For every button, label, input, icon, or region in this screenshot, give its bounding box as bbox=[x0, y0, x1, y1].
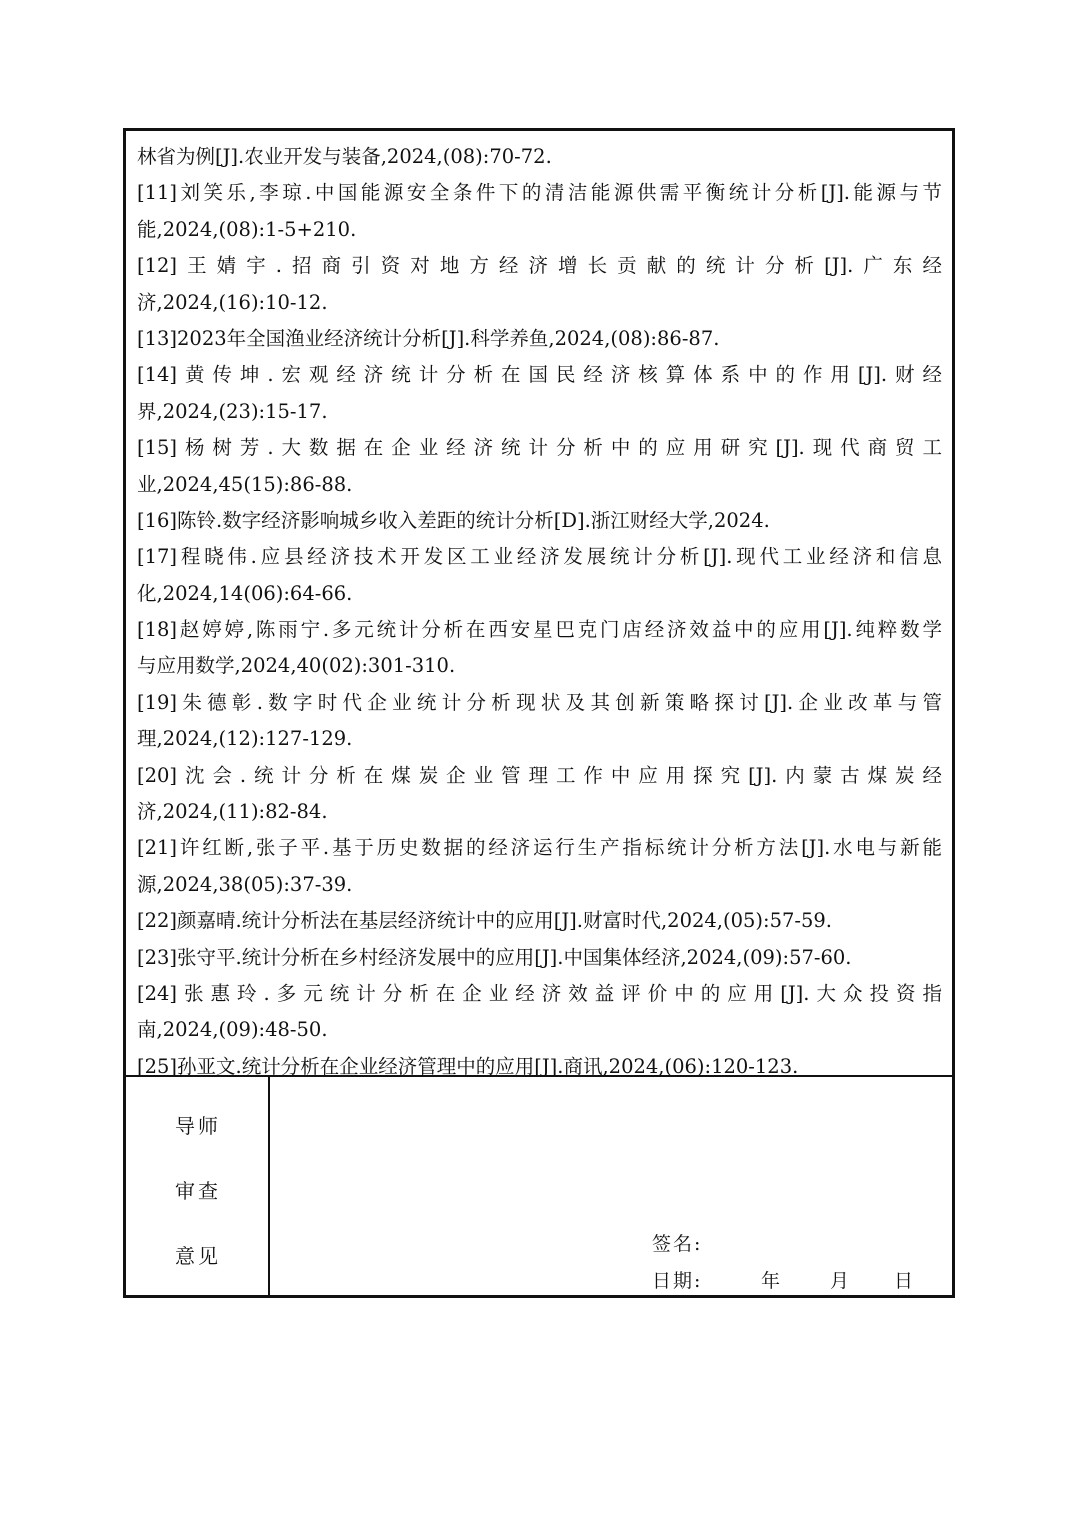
reference-line: [14]黄传坤.宏观经济统计分析在国民经济核算体系中的作用[J].财经 bbox=[137, 363, 942, 387]
reference-list bbox=[126, 131, 952, 1077]
reference-line: [11]刘笑乐,李琼.中国能源安全条件下的清洁能源供需平衡统计分析[J].能源与节 bbox=[137, 181, 942, 205]
reference-line: 源,2024,38(05):37-39. bbox=[137, 872, 353, 896]
reference-line: [20]沈会.统计分析在煤炭企业管理工作中应用探究[J].内蒙古煤炭经 bbox=[137, 763, 942, 787]
reference-line: 能,2024,(08):1-5+210. bbox=[137, 217, 357, 241]
reference-line: [18]赵婷婷,陈雨宁.多元统计分析在西安星巴克门店经济效益中的应用[J].纯粹数学 bbox=[137, 618, 942, 642]
reference-line: 界,2024,(23):15-17. bbox=[137, 399, 328, 423]
review-label-opinion: 意见 bbox=[175, 1244, 221, 1268]
date-month-label: 月 bbox=[830, 1270, 852, 1292]
reference-line: [24]张惠玲.多元统计分析在企业经济效益评价中的应用[J].大众投资指 bbox=[137, 981, 942, 1005]
date-label: 日期: bbox=[652, 1270, 703, 1292]
review-label-review: 审查 bbox=[175, 1179, 221, 1203]
reference-line: 济,2024,(16):10-12. bbox=[137, 290, 328, 314]
reference-line: [12]王婧宇.招商引资对地方经济增长贡献的统计分析[J].广东经 bbox=[137, 254, 942, 278]
review-form-table bbox=[123, 128, 955, 1298]
reference-line: [13]2023年全国渔业经济统计分析[J].科学养鱼,2024,(08):86-87. bbox=[137, 326, 720, 350]
reference-line: 南,2024,(09):48-50. bbox=[137, 1018, 328, 1042]
date-day-label: 日 bbox=[894, 1270, 916, 1292]
reference-line: 化,2024,14(06):64-66. bbox=[137, 581, 353, 605]
reference-line: 与应用数学,2024,40(02):301-310. bbox=[137, 654, 456, 678]
reference-line: [19]朱德彰.数字时代企业统计分析现状及其创新策略探讨[J].企业改革与管 bbox=[137, 690, 942, 714]
reference-line: [15]杨树芳.大数据在企业经济统计分析中的应用研究[J].现代商贸工 bbox=[137, 436, 942, 460]
reference-line: [21]许红断,张子平.基于历史数据的经济运行生产指标统计分析方法[J].水电与新能 bbox=[137, 836, 942, 860]
review-label-advisor: 导师 bbox=[175, 1114, 221, 1138]
signature-label: 签名: bbox=[652, 1233, 703, 1255]
reference-line: 济,2024,(11):82-84. bbox=[137, 800, 328, 824]
review-label-cell bbox=[126, 1077, 270, 1295]
date-year-label: 年 bbox=[761, 1270, 783, 1292]
reference-line: 理,2024,(12):127-129. bbox=[137, 727, 353, 751]
reference-line: [16]陈铃.数字经济影响城乡收入差距的统计分析[D].浙江财经大学,2024. bbox=[137, 508, 770, 532]
reference-line: 业,2024,45(15):86-88. bbox=[137, 472, 353, 496]
reference-line: [17]程晓伟.应县经济技术开发区工业经济发展统计分析[J].现代工业经济和信息 bbox=[137, 545, 942, 569]
advisor-review-row bbox=[126, 1077, 952, 1295]
review-opinion-area[interactable] bbox=[270, 1077, 952, 1295]
reference-line: [22]颜嘉晴.统计分析法在基层经济统计中的应用[J].财富时代,2024,(05):57-59. bbox=[137, 909, 832, 933]
reference-line: [25]孙亚文.统计分析在企业经济管理中的应用[J].商讯,2024,(06):120-123. bbox=[137, 1054, 799, 1078]
reference-line: 林省为例[J].农业开发与装备,2024,(08):70-72. bbox=[137, 145, 552, 168]
reference-line: [23]张守平.统计分析在乡村经济发展中的应用[J].中国集体经济,2024,(09):57-60. bbox=[137, 945, 852, 969]
